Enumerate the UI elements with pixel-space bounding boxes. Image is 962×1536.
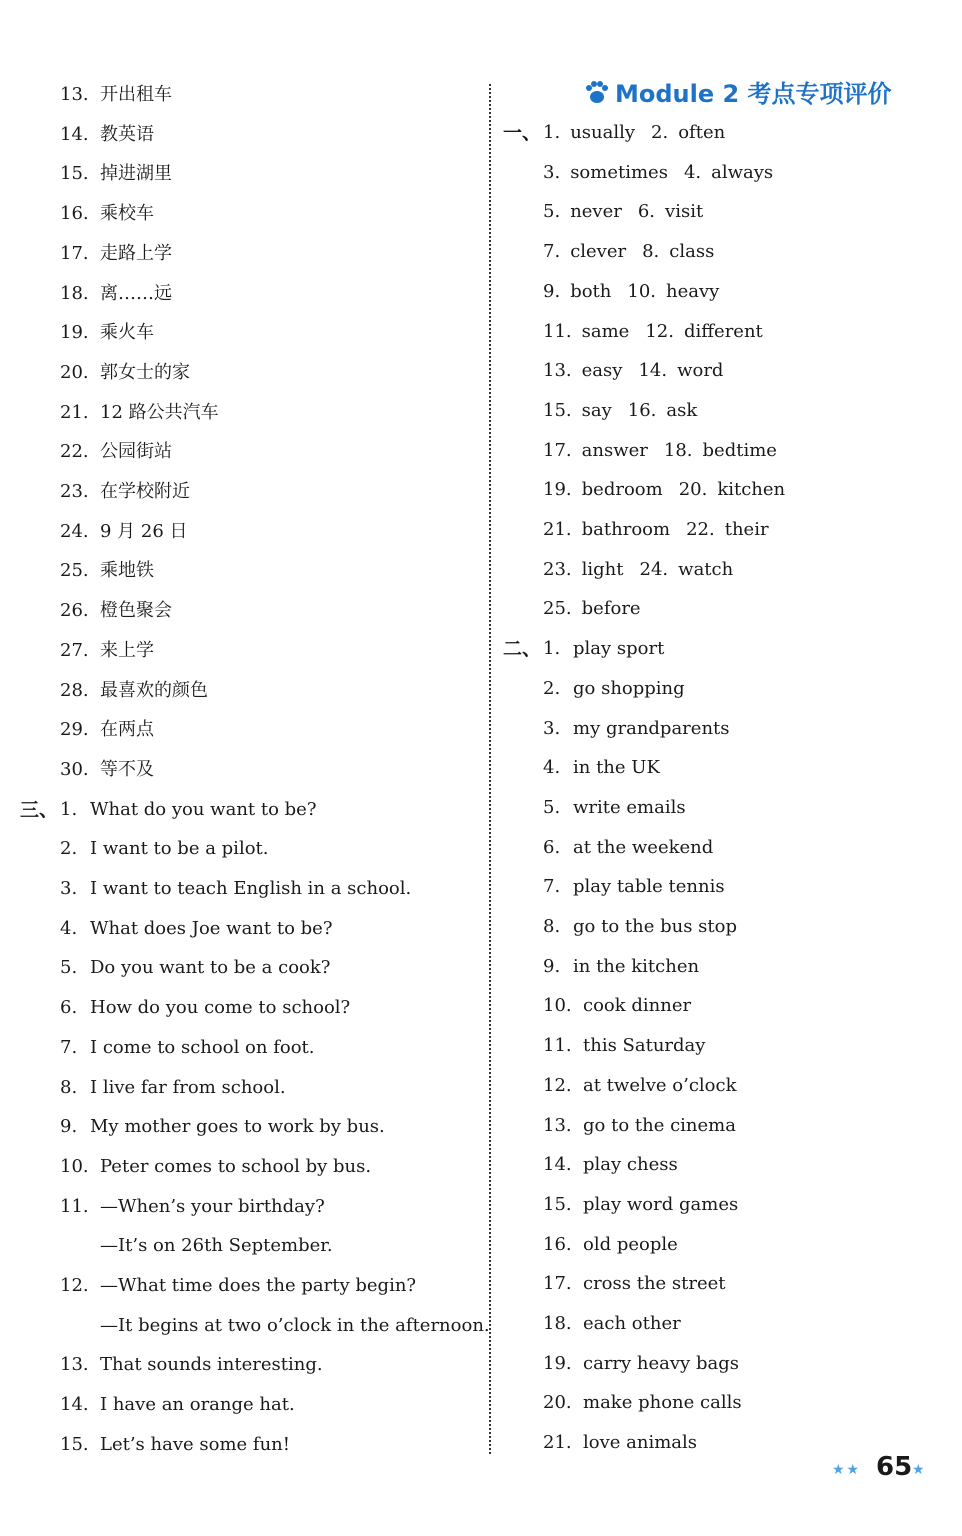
item-number: 21. — [543, 1432, 572, 1454]
item-number: 16. — [543, 1233, 572, 1255]
item-number: 19. — [543, 479, 572, 501]
item-number: 3. — [543, 161, 561, 183]
item-text: this Saturday — [583, 1035, 706, 1057]
list-item — [543, 1153, 678, 1177]
item-text: play chess — [583, 1154, 678, 1176]
list-item — [543, 994, 691, 1018]
item-text: 在学校附近 — [100, 481, 190, 502]
item-number: 6. — [543, 836, 561, 858]
item-number: 4. — [543, 757, 561, 779]
item-text: go to the cinema — [583, 1114, 736, 1136]
item-number: 12. — [60, 1275, 89, 1296]
item-text: play sport — [573, 638, 665, 660]
answer-row — [543, 320, 763, 344]
list-item — [60, 242, 172, 266]
item-number: 29. — [60, 719, 89, 741]
item-number: 10. — [627, 280, 657, 302]
list-item — [60, 282, 172, 306]
item-text: heavy — [666, 280, 720, 302]
item-number: 15. — [60, 1433, 89, 1455]
item-number: 26. — [60, 600, 89, 622]
column-divider — [489, 84, 491, 1454]
list-item — [543, 836, 713, 860]
item-text: 教英语 — [100, 123, 154, 145]
item-number: 10. — [543, 995, 572, 1017]
section-label: 一、 — [503, 122, 542, 144]
item-number: 24. — [60, 520, 89, 542]
item-text: visit — [665, 201, 704, 223]
module-title — [583, 78, 892, 110]
item-number: 20. — [543, 1392, 572, 1414]
item-text: 走路上学 — [100, 242, 172, 264]
paw-icon — [583, 80, 609, 106]
item-text: same — [581, 320, 630, 342]
list-item — [60, 956, 330, 980]
item-text: —It’s on 26th September. — [100, 1235, 333, 1257]
item-number: 16. — [627, 399, 657, 421]
item-text: at the weekend — [573, 836, 714, 858]
item-number: 18. — [60, 282, 89, 304]
module-title-text: Module 2 考点专项评价 — [615, 80, 892, 108]
item-number: 25. — [60, 560, 89, 582]
item-text: 最喜欢的颜色 — [100, 679, 208, 701]
list-item — [543, 915, 737, 939]
item-text: usually — [570, 122, 636, 143]
item-text: bedtime — [702, 439, 777, 461]
answer-row — [543, 558, 733, 582]
list-item — [543, 1114, 736, 1138]
item-text: That sounds interesting. — [100, 1354, 323, 1376]
list-item — [60, 1115, 385, 1139]
list-item — [60, 321, 154, 345]
item-text: at twelve o’clock — [583, 1074, 737, 1096]
item-text: love animals — [583, 1432, 698, 1454]
list-item — [543, 1431, 697, 1455]
section-label: 三、 — [20, 798, 59, 821]
item-number: 3. — [60, 878, 78, 899]
list-item — [60, 559, 154, 583]
item-text: 公园街站 — [100, 441, 172, 463]
item-number: 19. — [60, 322, 89, 344]
item-text: What do you want to be? — [90, 798, 317, 820]
list-item — [60, 361, 190, 385]
answer-row — [543, 439, 777, 463]
list-item — [60, 123, 154, 147]
item-text: both — [570, 280, 612, 302]
list-item — [60, 162, 172, 186]
item-number: 18. — [663, 439, 693, 461]
item-text: 离……远 — [100, 282, 172, 304]
star-icon: ★★ — [832, 1462, 862, 1478]
item-number: 30. — [60, 758, 89, 780]
item-number: 19. — [543, 1352, 572, 1374]
answer-row — [543, 518, 769, 542]
list-item — [60, 837, 269, 861]
item-number: 1. — [543, 638, 561, 660]
item-text: —It begins at two o’clock in the afternoon. — [100, 1314, 490, 1336]
item-text: say — [581, 399, 612, 421]
item-text: 掉进湖里 — [100, 163, 172, 185]
list-item — [60, 480, 190, 504]
section-label: 二、 — [503, 638, 542, 661]
item-text: play table tennis — [573, 876, 725, 898]
item-number: 13. — [60, 84, 89, 105]
list-item — [60, 917, 332, 941]
answer-row — [543, 200, 703, 224]
list-item — [543, 875, 725, 899]
item-number: 27. — [60, 639, 89, 661]
item-text: answer — [581, 439, 648, 461]
item-number: 2. — [543, 677, 561, 699]
item-text: old people — [583, 1233, 678, 1255]
item-text: —When’s your birthday? — [100, 1195, 325, 1217]
item-number: 6. — [637, 201, 656, 223]
item-text: each other — [583, 1313, 681, 1334]
item-text: 在两点 — [100, 719, 154, 741]
list-item — [60, 996, 350, 1020]
item-number: 8. — [60, 1076, 78, 1098]
item-number: 22. — [60, 441, 89, 463]
item-number: 15. — [543, 399, 572, 421]
list-item — [60, 440, 172, 464]
item-number: 5. — [60, 957, 78, 979]
item-text: I want to be a pilot. — [90, 838, 269, 860]
item-text: 开出租车 — [100, 84, 172, 105]
item-number: 14. — [638, 360, 668, 382]
item-number: 22. — [686, 519, 715, 540]
item-number: 1. — [543, 122, 561, 143]
item-text: light — [581, 558, 624, 580]
item-text: bedroom — [581, 479, 663, 501]
item-text: often — [678, 122, 726, 143]
item-number: 21. — [543, 519, 572, 540]
item-number: 23. — [60, 481, 89, 502]
list-item — [60, 1393, 295, 1417]
item-number: 13. — [60, 1354, 89, 1376]
list-item — [60, 1274, 416, 1298]
list-item — [543, 1193, 738, 1217]
item-text: cross the street — [583, 1273, 726, 1295]
list-item — [543, 955, 699, 979]
list-item — [60, 1353, 323, 1377]
item-number: 6. — [60, 997, 78, 1019]
item-text: cook dinner — [583, 995, 692, 1017]
item-number: 12. — [645, 320, 674, 342]
item-text: word — [677, 360, 724, 382]
answer-row — [543, 399, 697, 423]
item-number: 8. — [642, 241, 660, 263]
item-text: class — [669, 241, 715, 263]
item-number: 21. — [60, 401, 89, 423]
list-item — [543, 717, 730, 741]
item-number: 2. — [60, 838, 78, 860]
item-text: bathroom — [581, 519, 671, 540]
item-text: in the kitchen — [573, 955, 700, 977]
list-item — [543, 1233, 678, 1257]
item-number: 14. — [543, 1154, 572, 1176]
item-number: 5. — [543, 201, 561, 223]
list-item — [543, 1352, 739, 1376]
item-text: 橙色聚会 — [100, 600, 172, 622]
list-item — [60, 798, 317, 822]
answer-row — [543, 121, 725, 145]
answer-row — [543, 478, 785, 502]
item-text: carry heavy bags — [583, 1352, 739, 1374]
list-item — [60, 639, 154, 663]
list-item — [60, 1195, 325, 1219]
list-item — [543, 756, 660, 780]
item-number: 4. — [60, 917, 78, 939]
item-number: 17. — [543, 439, 572, 461]
list-item — [60, 1314, 490, 1338]
item-text: 郭女士的家 — [100, 361, 190, 383]
list-item — [60, 202, 154, 226]
item-number: 25. — [543, 598, 572, 620]
answer-row — [543, 597, 667, 621]
item-text: always — [711, 161, 774, 183]
item-text: —What time does the party begin? — [100, 1275, 417, 1296]
item-number: 12. — [543, 1074, 572, 1096]
list-item — [60, 1234, 333, 1258]
item-number: 15. — [543, 1193, 572, 1215]
list-item — [60, 520, 188, 544]
item-number: 24. — [639, 558, 669, 580]
item-text: 乘校车 — [100, 203, 154, 225]
item-number: 15. — [60, 163, 89, 185]
item-text: I live far from school. — [90, 1076, 286, 1098]
list-item — [543, 1312, 681, 1336]
item-text: 等不及 — [100, 758, 154, 780]
item-number: 4. — [683, 161, 702, 183]
item-number: 9. — [543, 280, 561, 302]
item-text: Let’s have some fun! — [100, 1433, 290, 1455]
list-item — [543, 796, 686, 820]
item-number: 2. — [651, 122, 669, 143]
item-text: easy — [581, 360, 623, 382]
list-item — [60, 718, 154, 742]
item-text: make phone calls — [583, 1392, 742, 1414]
list-item — [60, 83, 172, 107]
item-number: 5. — [543, 796, 561, 818]
item-text: I come to school on foot. — [90, 1036, 315, 1058]
item-text: their — [724, 519, 769, 540]
item-number: 13. — [543, 1114, 572, 1136]
item-text: go shopping — [573, 677, 685, 699]
answer-row — [543, 161, 773, 185]
item-number: 7. — [60, 1036, 78, 1058]
item-text: never — [570, 201, 622, 223]
page-number-text: 65 — [876, 1452, 913, 1482]
item-number: 14. — [60, 1394, 89, 1416]
list-item — [60, 1433, 290, 1457]
item-text: 乘地铁 — [100, 560, 154, 582]
item-number: 17. — [543, 1273, 572, 1295]
item-text: 来上学 — [100, 639, 154, 661]
list-item — [60, 877, 411, 901]
list-item — [60, 599, 172, 623]
item-number: 28. — [60, 679, 89, 701]
item-text: 乘火车 — [100, 322, 154, 344]
item-number: 7. — [543, 241, 561, 263]
item-text: What does Joe want to be? — [90, 917, 333, 939]
item-text: clever — [570, 241, 627, 263]
list-item — [543, 637, 664, 661]
item-text: I want to teach English in a school. — [90, 878, 412, 899]
item-number: 11. — [543, 1035, 572, 1057]
item-text: 12 路公共汽车 — [100, 401, 219, 423]
list-item — [60, 1036, 315, 1060]
item-text: write emails — [573, 796, 686, 818]
item-number: 8. — [543, 916, 561, 937]
item-number: 20. — [678, 479, 708, 501]
item-text: different — [683, 320, 763, 342]
list-item — [543, 1034, 705, 1058]
item-number: 20. — [60, 361, 89, 383]
item-text: kitchen — [717, 479, 786, 501]
star-icon: ★ — [912, 1462, 925, 1478]
item-text: before — [581, 598, 641, 620]
answer-row — [543, 240, 714, 264]
list-item — [60, 758, 154, 782]
list-item — [543, 677, 685, 701]
item-number: 23. — [543, 558, 572, 580]
item-text: go to the bus stop — [573, 916, 737, 937]
item-number: 1. — [60, 798, 78, 820]
item-text: watch — [678, 558, 734, 580]
item-text: How do you come to school? — [90, 997, 351, 1019]
item-number: 14. — [60, 123, 89, 145]
item-text: 9 月 26 日 — [100, 520, 188, 542]
item-text: Do you want to be a cook? — [90, 957, 331, 979]
page-number — [832, 1452, 932, 1486]
item-number: 9. — [60, 1116, 78, 1138]
item-text: play word games — [583, 1193, 739, 1215]
item-number: 7. — [543, 876, 561, 898]
item-text: Peter comes to school by bus. — [100, 1155, 372, 1177]
item-text: ask — [666, 399, 698, 421]
item-text: My mother goes to work by bus. — [90, 1116, 385, 1138]
list-item — [543, 1391, 742, 1415]
item-text: sometimes — [570, 161, 668, 183]
item-number: 11. — [60, 1195, 89, 1217]
item-text: I have an orange hat. — [100, 1394, 295, 1416]
item-number: 18. — [543, 1313, 572, 1334]
item-number: 3. — [543, 717, 561, 739]
item-number: 17. — [60, 242, 89, 264]
list-item — [543, 1272, 726, 1296]
list-item — [60, 1155, 371, 1179]
list-item — [60, 401, 219, 425]
item-number: 13. — [543, 360, 572, 382]
item-number: 11. — [543, 320, 572, 342]
list-item — [60, 679, 208, 703]
answer-row — [543, 280, 719, 304]
item-number: 10. — [60, 1155, 89, 1177]
item-text: my grandparents — [573, 717, 730, 739]
list-item — [543, 1074, 737, 1098]
item-number: 9. — [543, 955, 561, 977]
item-number: 16. — [60, 203, 89, 225]
item-text: in the UK — [573, 757, 660, 779]
answer-row — [543, 359, 723, 383]
list-item — [60, 1076, 286, 1100]
